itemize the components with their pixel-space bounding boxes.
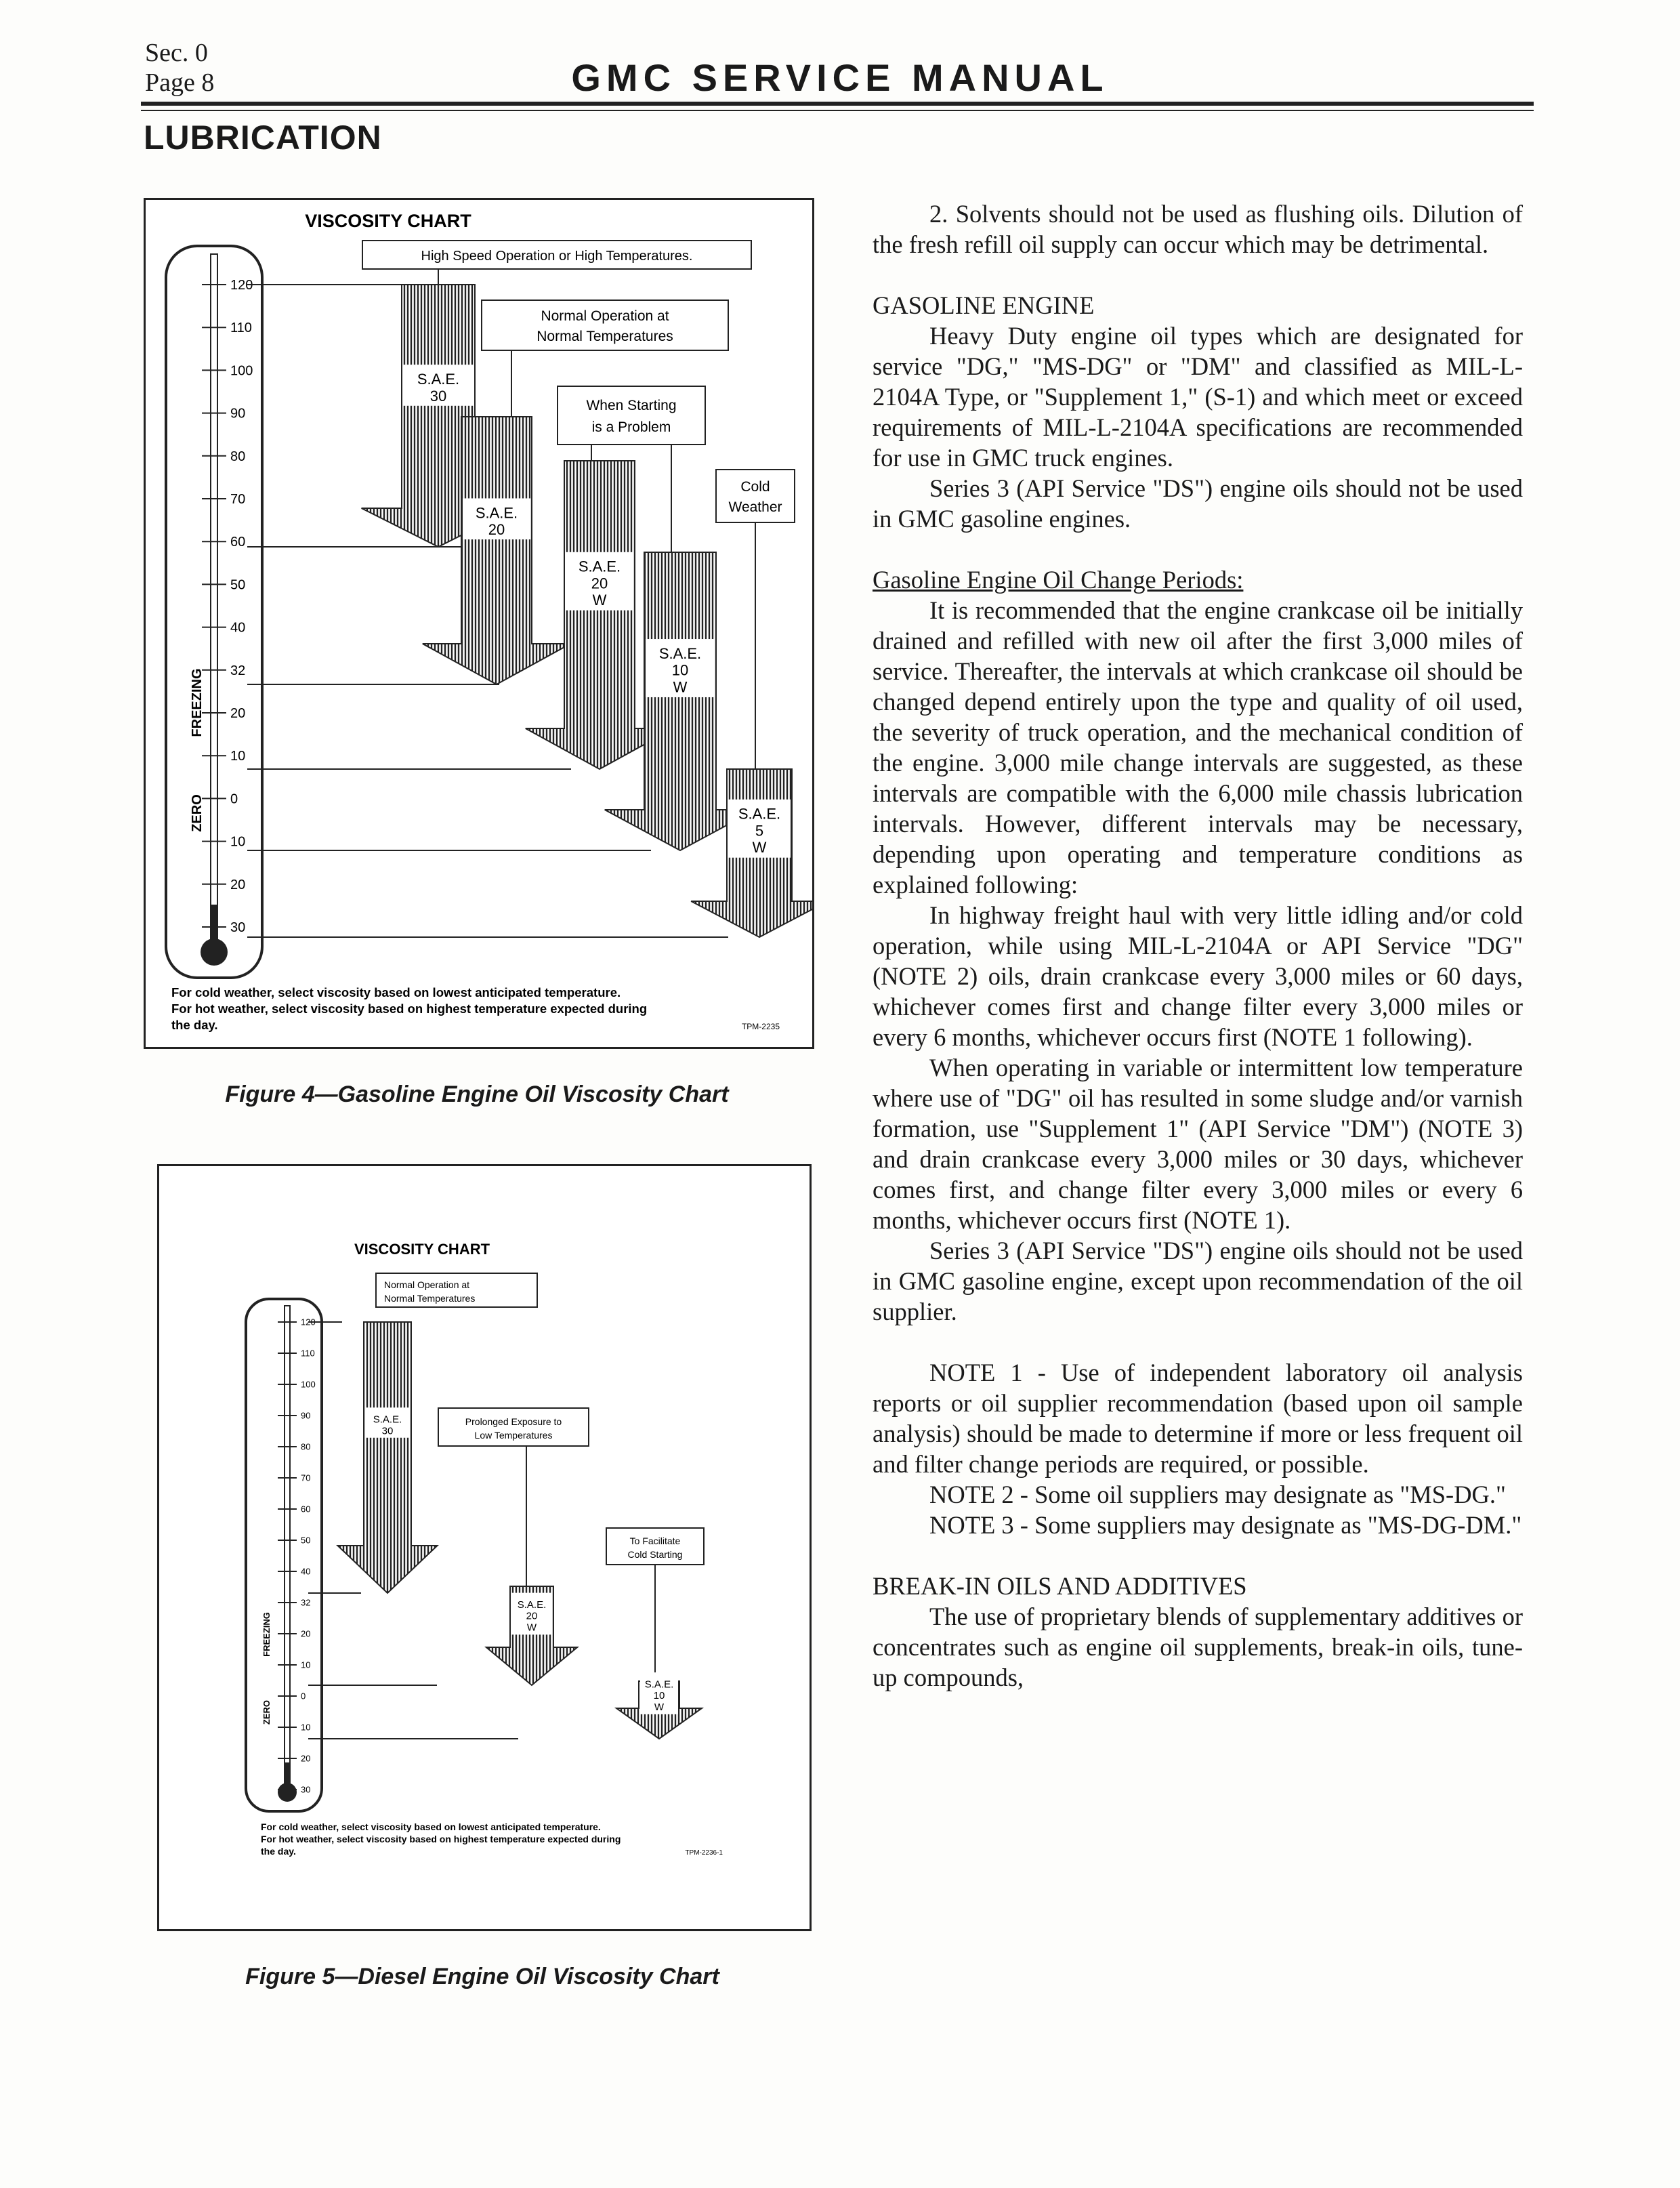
scale-tick-label: 10 (301, 1722, 311, 1733)
svg-text:Normal Operation at: Normal Operation at (541, 308, 669, 324)
note-line-2: For hot weather, select viscosity based on highest temperature expected during (171, 1002, 648, 1016)
scale-tick-label: 20 (301, 1753, 311, 1764)
note-line-1: For cold weather, select viscosity based on lowest anticipated temperature. (261, 1821, 601, 1832)
scale-tick-label: 110 (230, 321, 252, 336)
sae-label: 20 (591, 575, 608, 592)
scale-tick-label: 10 (301, 1659, 311, 1670)
prolonged-exposure-label (438, 1408, 589, 1586)
heading-gasoline-engine: GASOLINE ENGINE (873, 291, 1095, 319)
sae-label: W (526, 1622, 537, 1634)
thermometer (166, 246, 262, 978)
svg-text:Prolonged Exposure to: Prolonged Exposure to (465, 1416, 562, 1427)
freezing-label: FREEZING (190, 668, 205, 737)
paragraph-oil-types: Heavy Duty engine oil types which are designated for service "DG," "MS-DG" or "DM" and classified as MIL-L-2104A Type, or "Supplement 1," (S-1) and which meet or exceed requirements of MIL-L-2104A specifications are recommended for use in GMC truck engines. (873, 322, 1523, 472)
sae-label: S.A.E. (417, 371, 460, 388)
figure-4-caption: Figure 4—Gasoline Engine Oil Viscosity Chart (225, 1081, 729, 1107)
sae-arrow (486, 1586, 577, 1685)
chart-title: VISCOSITY CHART (354, 1241, 490, 1258)
scale-tick-label: 20 (230, 706, 246, 721)
sae-label: 10 (653, 1690, 665, 1702)
viscosity-arrows (362, 285, 812, 937)
scale-tick-label: 120 (230, 278, 253, 293)
thermometer-scale (202, 278, 253, 935)
figure-4-chart (146, 200, 812, 1047)
scale-tick-label: 70 (230, 492, 246, 507)
paragraph-change-intervals: It is recommended that the engine crankcase oil be initially drained and refilled with new oil after the first 3,000 miles of service. Thereafter, the intervals at which crankcase oil should be changed depend entirely upon the type and quality of oil used, the severity of truck operation, and the mechanical condition of the engine. 3,000 mile change intervals are suggested, as these intervals are compatible with the 6,000 mile chassis lubrication intervals. However, different intervals may be necessary, depending upon operating and temperature conditions as explained following: (873, 596, 1523, 899)
note-line-3: the day. (261, 1846, 296, 1857)
svg-text:Normal Temperatures: Normal Temperatures (537, 329, 673, 344)
note-line-1: For cold weather, select viscosity based on lowest anticipated temperature. (171, 985, 621, 999)
scale-tick-label: 40 (301, 1566, 311, 1577)
thermometer (246, 1299, 322, 1811)
sae-label: 30 (381, 1425, 394, 1437)
sae-arrow (338, 1322, 438, 1593)
paragraph-series-3: Series 3 (API Service "DS") engine oils should not be used in GMC gasoline engines. (873, 474, 1523, 533)
temperature-lines (308, 1322, 518, 1739)
scale-tick-label: 10 (230, 749, 246, 764)
sae-label: 20 (526, 1610, 538, 1622)
sae-arrow (616, 1672, 702, 1739)
facilitate-starting-label (606, 1528, 704, 1681)
section-title: LUBRICATION (144, 119, 382, 157)
figure-code: TPM-2236-1 (685, 1849, 723, 1857)
scale-tick-label: 0 (301, 1691, 306, 1701)
scale-tick-label: 10 (230, 834, 246, 850)
svg-text:Normal Operation at: Normal Operation at (384, 1279, 470, 1290)
sae-label: S.A.E. (578, 558, 621, 575)
thermometer-bulb (278, 1783, 297, 1802)
header-rule (141, 102, 1534, 106)
freezing-label: FREEZING (261, 1612, 272, 1657)
heading-break-in-oils: BREAK-IN OILS AND ADDITIVES (873, 1572, 1247, 1600)
scale-tick-label: 90 (301, 1410, 311, 1421)
scale-tick-label: 70 (301, 1472, 311, 1483)
note-3: NOTE 3 - Some suppliers may designate as "MS-DG-DM." (929, 1511, 1522, 1539)
thermometer-bulb (201, 938, 228, 966)
figure-4-box (144, 198, 814, 1049)
sae-label: S.A.E. (475, 504, 518, 522)
scale-tick-label: 20 (230, 877, 246, 892)
section-label: Sec. 0 (145, 39, 208, 67)
scale-tick-label: 80 (301, 1441, 311, 1452)
sae-label: S.A.E. (644, 1678, 674, 1691)
scale-tick-label: 32 (230, 663, 246, 678)
sae-label: W (654, 1701, 665, 1714)
cold-weather-label (716, 470, 795, 769)
paragraph-series-3-exception: Series 3 (API Service "DS") engine oils should not be used in GMC gasoline engine, except upon recommendation of the oil supplier. (873, 1237, 1523, 1325)
svg-text:Low Temperatures: Low Temperatures (474, 1430, 553, 1441)
sae-label: S.A.E. (738, 805, 781, 823)
scale-tick-label: 0 (230, 791, 238, 807)
scale-tick-label: 20 (301, 1628, 311, 1639)
normal-temp-label (376, 1273, 537, 1307)
thermometer-scale (278, 1317, 316, 1795)
scale-tick-label: 50 (301, 1535, 311, 1546)
svg-text:is a Problem: is a Problem (591, 419, 671, 435)
scale-tick-label: 30 (230, 920, 246, 935)
scale-tick-label: 40 (230, 620, 246, 636)
scale-tick-label: 100 (230, 363, 253, 379)
sae-label: W (752, 839, 767, 856)
scale-tick-label: 80 (230, 449, 246, 464)
sae-label: S.A.E. (658, 644, 702, 662)
scale-tick-label: 120 (301, 1317, 316, 1327)
note-1: NOTE 1 - Use of independent laboratory oil analysis reports or oil supplier recommendation (based upon oil sample analysis) should be made to determine if more or less frequent oil and filter change periods are required, or possible. (873, 1359, 1523, 1478)
scale-tick-label: 110 (301, 1348, 315, 1359)
svg-text:To Facilitate: To Facilitate (629, 1535, 681, 1546)
svg-text:Cold Starting: Cold Starting (627, 1549, 683, 1560)
sae-label: W (592, 592, 607, 609)
svg-text:Weather: Weather (728, 499, 782, 515)
paragraph-low-temperature: When operating in variable or intermittent low temperature where use of "DG" oil has resulted in some sludge and/or varnish formation, use "Supplement 1" (API Service "DM") (NOTE 3) and drain crankcase every 3,000 miles or 30 days, whichever comes first, and change filter every 3,000 miles or every 6 months, whichever occurs first (NOTE 1). (873, 1054, 1523, 1234)
figure-5-chart (159, 1166, 810, 1929)
chart-title: VISCOSITY CHART (305, 211, 471, 231)
zero-label: ZERO (190, 794, 205, 832)
sae-label: S.A.E. (517, 1598, 547, 1611)
svg-text:Cold: Cold (740, 479, 770, 495)
svg-text:When Starting: When Starting (586, 398, 677, 413)
scale-tick-label: 100 (301, 1379, 316, 1390)
svg-text:Normal Temperatures: Normal Temperatures (384, 1293, 476, 1304)
scale-tick-label: 90 (230, 406, 246, 421)
scale-tick-label: 30 (301, 1784, 311, 1795)
paragraph-solvents: 2. Solvents should not be used as flushing oils. Dilution of the fresh refill oil supply can occur which may be detrimental. (873, 200, 1523, 258)
header-rule-thin (141, 110, 1534, 111)
body-text-column (873, 199, 1523, 1693)
figure-code: TPM-2235 (741, 1022, 780, 1031)
sae-label: 30 (429, 387, 447, 405)
sae-label: 20 (488, 521, 505, 539)
svg-text:High Speed Operation or High T: High Speed Operation or High Temperatures. (421, 249, 693, 264)
sae-label: 10 (671, 661, 689, 679)
paragraph-break-in: The use of proprietary blends of supplementary additives or concentrates such as engine oil supplements, break-in oils, tune-up compounds, (873, 1603, 1523, 1691)
scale-tick-label: 60 (230, 535, 246, 550)
scale-tick-label: 60 (301, 1504, 311, 1514)
sae-label: S.A.E. (373, 1413, 402, 1426)
sae-label: W (673, 678, 688, 696)
page-label: Page 8 (145, 68, 215, 97)
manual-title: GMC SERVICE MANUAL (571, 56, 1109, 99)
figure-5-box (157, 1164, 812, 1931)
note-2: NOTE 2 - Some oil suppliers may designate as "MS-DG." (929, 1481, 1506, 1508)
sae-label: 5 (755, 822, 764, 840)
heading-oil-change-periods: Gasoline Engine Oil Change Periods: (873, 566, 1244, 594)
figure-5-caption: Figure 5—Diesel Engine Oil Viscosity Chart (245, 1964, 719, 1989)
scale-tick-label: 32 (301, 1597, 311, 1608)
note-line-2: For hot weather, select viscosity based on highest temperature expected during (261, 1834, 621, 1844)
scale-tick-label: 50 (230, 577, 246, 593)
paragraph-highway-haul: In highway freight haul with very little idling and/or cold operation, while using MIL-L-2104A or API Service "DG" (NOTE 2) oils, drain crankcase every 3,000 miles or 60 days, whichever comes first and change filter every 3,000 miles or every 6 months, whichever occurs first (NOTE 1 following). (873, 901, 1523, 1051)
high-temp-label (362, 241, 751, 285)
note-line-3: the day. (171, 1018, 218, 1032)
zero-label: ZERO (261, 1699, 272, 1725)
